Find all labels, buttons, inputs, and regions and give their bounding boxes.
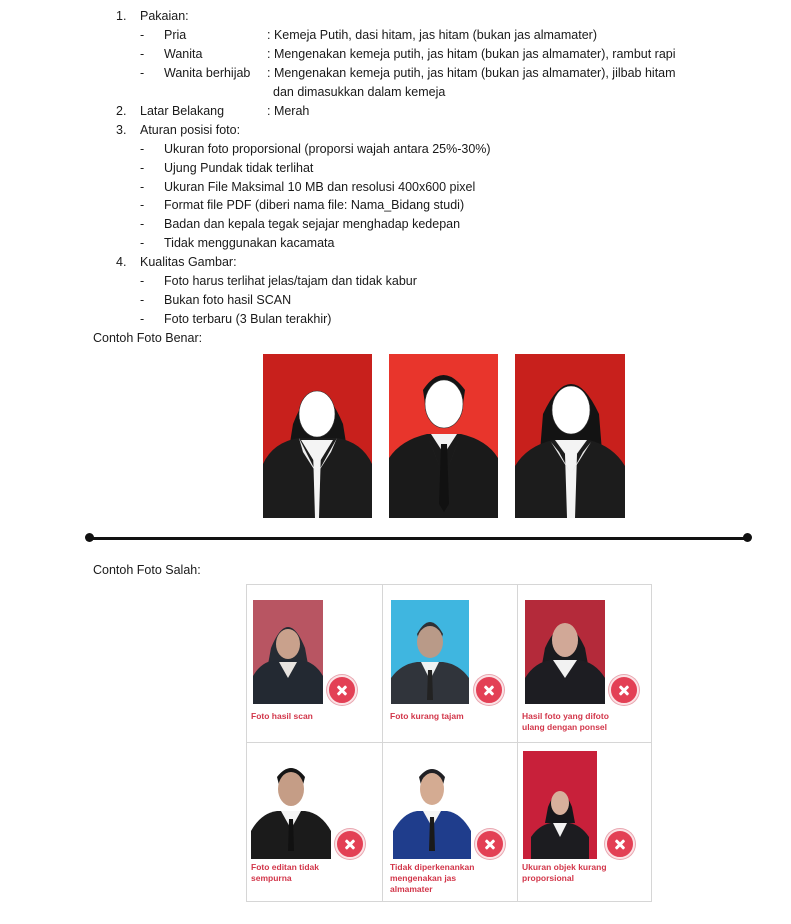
caption-line1: Foto hasil scan bbox=[251, 711, 313, 721]
latar-value: : Merah bbox=[267, 104, 310, 118]
wrong-photo-grid bbox=[246, 584, 652, 902]
aturan-item: Tidak menggunakan kacamata bbox=[164, 236, 335, 250]
contoh-benar-heading: Contoh Foto Benar: bbox=[93, 331, 203, 345]
wrong-photo-almamater bbox=[393, 755, 471, 859]
caption-line2: mengenakan jas bbox=[390, 873, 457, 883]
dash: - bbox=[140, 312, 145, 326]
reject-icon bbox=[475, 829, 505, 859]
aturan-item: Badan dan kepala tegak sejajar menghadap kedepan bbox=[164, 217, 461, 231]
contoh-salah-heading: Contoh Foto Salah: bbox=[93, 563, 201, 577]
caption-line2: ulang dengan ponsel bbox=[522, 722, 608, 732]
wanita-hijab-value: : Mengenakan kemeja putih, jas hitam (bukan jas almamater), jilbab hitam bbox=[267, 66, 676, 80]
dash: - bbox=[140, 28, 145, 42]
list-title-aturan: Aturan posisi foto: bbox=[140, 123, 241, 137]
wrong-photo-blurry bbox=[391, 600, 469, 704]
caption-line1: Ukuran objek kurang bbox=[522, 862, 607, 872]
wrong-photo-small-subject bbox=[523, 751, 597, 859]
caption-line1: Foto editan tidak bbox=[251, 862, 319, 872]
wanita-hijab-value-cont: dan dimasukkan dalam kemeja bbox=[273, 85, 446, 99]
dash: - bbox=[140, 198, 145, 212]
caption-line2: proporsional bbox=[522, 873, 574, 883]
list-title-pakaian: Pakaian: bbox=[140, 9, 189, 23]
kualitas-item: Bukan foto hasil SCAN bbox=[164, 293, 292, 307]
list-title-latar: Latar Belakang bbox=[140, 104, 225, 118]
aturan-item: Ukuran File Maksimal 10 MB dan resolusi 400x600 pixel bbox=[164, 180, 476, 194]
aturan-item: Ukuran foto proporsional (proporsi wajah antara 25%-30%) bbox=[164, 142, 491, 156]
wrong-photo-scan bbox=[253, 600, 323, 704]
wanita-value: : Mengenakan kemeja putih, jas hitam (bukan jas almamater), rambut rapi bbox=[267, 47, 676, 61]
list-number: 4. bbox=[116, 255, 127, 269]
aturan-item: Ujung Pundak tidak terlihat bbox=[164, 161, 314, 175]
aturan-item: Format file PDF (diberi nama file: Nama_Bidang studi) bbox=[164, 198, 465, 212]
wrong-photo-bad-edit bbox=[251, 755, 331, 859]
caption-line3: almamater bbox=[390, 884, 433, 894]
dash: - bbox=[140, 236, 145, 250]
dash: - bbox=[140, 217, 145, 231]
reject-icon bbox=[474, 675, 504, 705]
correct-photo-pria bbox=[389, 354, 498, 518]
dash: - bbox=[140, 293, 145, 307]
reject-icon bbox=[609, 675, 639, 705]
pria-label: Pria bbox=[164, 28, 187, 42]
wanita-label: Wanita bbox=[164, 47, 203, 61]
list-number: 1. bbox=[116, 9, 127, 23]
list-title-kualitas: Kualitas Gambar: bbox=[140, 255, 237, 269]
kualitas-item: Foto terbaru (3 Bulan terakhir) bbox=[164, 312, 332, 326]
caption-line1: Foto kurang tajam bbox=[390, 711, 464, 721]
separator-line bbox=[88, 537, 748, 540]
wrong-photo-rephotographed bbox=[525, 600, 605, 704]
reject-icon bbox=[605, 829, 635, 859]
dash: - bbox=[140, 161, 145, 175]
dash: - bbox=[140, 274, 145, 288]
list-number: 3. bbox=[116, 123, 127, 137]
correct-photo-wanita bbox=[515, 354, 625, 518]
caption-line1: Hasil foto yang difoto bbox=[522, 711, 609, 721]
caption-line2: sempurna bbox=[251, 873, 292, 883]
reject-icon bbox=[335, 829, 365, 859]
dash: - bbox=[140, 142, 145, 156]
correct-photo-hijab bbox=[263, 354, 372, 518]
kualitas-item: Foto harus terlihat jelas/tajam dan tidak kabur bbox=[164, 274, 417, 288]
dash: - bbox=[140, 180, 145, 194]
reject-icon bbox=[327, 675, 357, 705]
list-number: 2. bbox=[116, 104, 127, 118]
pria-value: : Kemeja Putih, dasi hitam, jas hitam (bukan jas almamater) bbox=[267, 28, 597, 42]
dash: - bbox=[140, 66, 145, 80]
wanita-hijab-label: Wanita berhijab bbox=[164, 66, 251, 80]
caption-line1: Tidak diperkenankan bbox=[390, 862, 475, 872]
dash: - bbox=[140, 47, 145, 61]
separator-dot-right bbox=[743, 533, 752, 542]
